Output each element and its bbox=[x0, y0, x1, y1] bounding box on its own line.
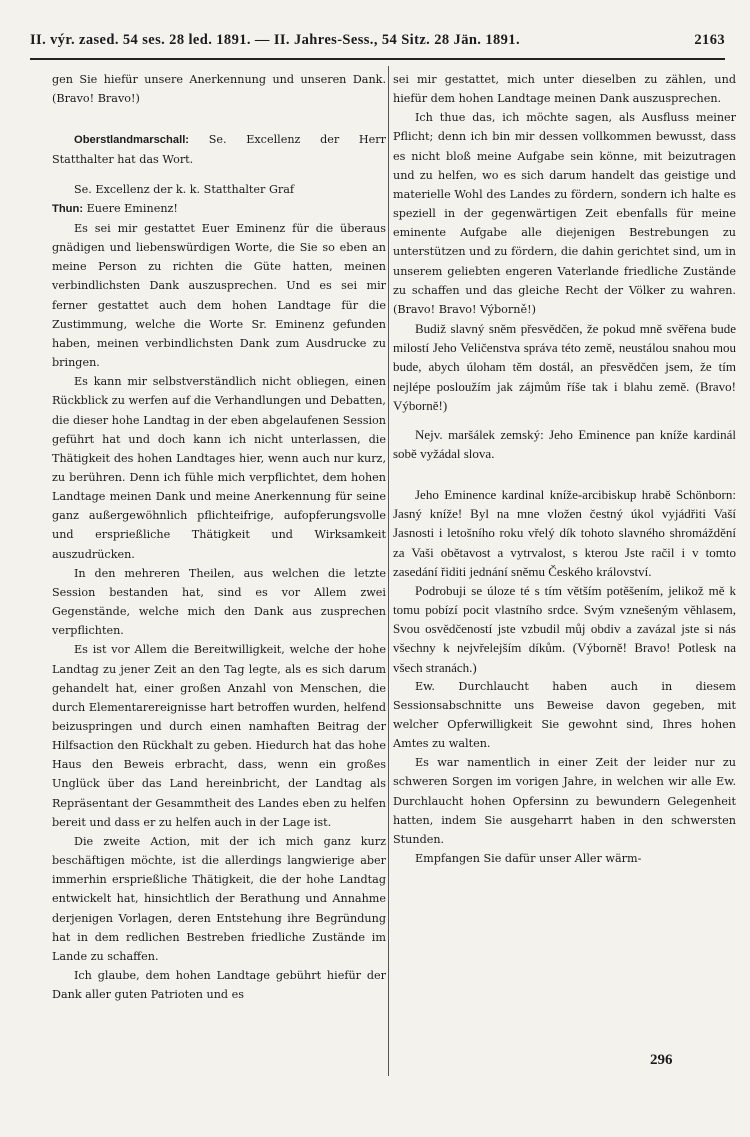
paragraph: Empfangen Sie dafür unser Aller wärm- bbox=[415, 852, 642, 866]
paragraph: Budiž slavný sněm přesvědčen, že pokud mně svěřena bude milostí Jeho Veličenstva správa této země, neustálou snahou mou bude, abych úloham těm dostál, an přesvědčen jsem, že tím nejlépe posloužím jak zájmům říše tak i blahu země. (Bravo! Výborně!) bbox=[393, 321, 736, 413]
paragraph: Es kann mir selbstverständlich nicht obliegen, einen Rückblick zu werfen auf die Verhandlungen und Debatten, die dieser hohe Landtag in der eben abgelaufenen Session geführt hat und doch kann ich nicht unterlassen, die Thätigkeit des hohen Landtages hier, wenn auch nur kurz, zu berühren. Denn ich fühle mich verpflichtet, dem hohen Landtage meinen Dank und meine Anerkennung für seine ganz außergewöhnlich pflichteifrige, aufopferungsvolle und ersprießliche Thätigkeit und Wirksamkeit auszudrücken. bbox=[52, 375, 386, 561]
paragraph: Se. Excellenz der k. k. Statthalter Graf bbox=[74, 182, 295, 196]
paragraph: Ich glaube, dem hohen Landtage gebührt hiefür der Dank aller guten Patrioten und es bbox=[52, 969, 386, 1002]
paragraph: Ich thue das, ich möchte sagen, als Ausfluss meiner Pflicht; denn ich bin mir dessen vollkommen bewusst, dass es nicht bloß meine Aufgabe sein könne, mit beizutragen und zu helfen, wo es sich darum handelt das geistige und materielle Wohl des Landes zu fördern, sondern ich halte es speziell in der gegenwärtigen Zeit ebenfalls für meine eminente Aufgabe alle diejenigen Bestrebungen zu unterstützen und zu fördern, die dahin gerichtet sind, um in unserem geliebten engeren Vaterlande friedliche Zustände zu schaffen und das gleiche Recht der Völker zu wahren. (Bravo! Bravo! Výborně!) bbox=[393, 111, 736, 316]
paragraph: Podrobuji se úloze té s tím větším potěšením, jelikož mě k tomu pobízí pocit vlastního srdce. Svým vznešeným věhlasem, Svou osvědčeností jste vzbudil můj obdiv a zavázal jste si nás všechny k nejvřelejším díkům. (Výborně! Bravo! Potlesk na všech stranách.) bbox=[393, 582, 736, 675]
paragraph: sei mir gestattet, mich unter dieselben zu zählen, und hiefür dem hohen Landtage meinen Dank auszusprechen. bbox=[393, 73, 736, 106]
paragraph: Es ist vor Allem die Bereitwilligkeit, welche der hohe Landtag zu jener Zeit an den Tag legte, als es sich darum gehandelt hat, einer großen Anzahl von Menschen, die durch Elementarereignisse hart betroffen wurden, helfend beizuspringen und durch einen namhaften Beitrag der Hilfsaction den Rückhalt zu geben. Hiedurch hat das hohe Haus den Beweis erbracht, dass, wenn ein großes Unglück über das Land hereinbricht, der Landtag als Repräsentant der Gesammtheit des Landes eben zu helfen bereit und dass er zu helfen auch in der Lage ist. bbox=[52, 643, 386, 829]
header-left: II. výr. zased. 54 ses. 28 led. 1891. — II. Jahres-Sess., 54 Sitz. 28 Jän. 1891. bbox=[30, 32, 520, 48]
paragraph: Es war namentlich in einer Zeit der leider nur zu schweren Sorgen im vorigen Jahre, in welchen wir alle Ew. Durchlaucht hohen Opfersinn zu bewundern Gelegenheit hatten, indem Sie ausgeharrt haben in den schwersten Stunden. bbox=[393, 756, 736, 846]
paragraph: Es sei mir gestattet Euer Eminenz für die überaus gnädigen und liebenswürdigen Worte, die Sie so eben an meine Person zu richten die Güte hatten, meinen verbindlichsten Dank auszusprechen. Und es sei mir ferner gestattet auch dem hohen Landtage für die Zustimmung, welche die Worte Sr. Eminenz gefunden haben, meinen verbindlichsten Dank zum Ausdrucke zu bringen. bbox=[52, 221, 386, 370]
running-header bbox=[30, 32, 725, 49]
speaker-name: Thun: bbox=[52, 202, 84, 215]
paragraph: Thun: Euere Eminenz! bbox=[52, 201, 178, 215]
column-divider bbox=[388, 66, 389, 1076]
paragraph: Jeho Eminence kardinal kníže-arcibiskup hrabě Schönborn: Jasný kníže! Byl na mne vložen čestný úkol vyjádřiti Vaší Jasnosti i letošního roku vřelý dík tohoto slavného shromáždění za Vaši obětavost a vytrvalost, s kterou Jste račil i v tomto zasedání řiditi jednání sněmu Českého království. bbox=[393, 487, 736, 579]
header-rule bbox=[30, 58, 725, 60]
paragraph: Die zweite Action, mit der ich mich ganz kurz beschäftigen möchte, ist die allerdings langwierige aber immerhin ersprießliche Thätigkeit, die der hohe Landtag entwickelt hat, hinsichtlich der Berathung und Annahme derjenigen Vorlagen, deren Entstehung ihre Begründung hat in dem redlichen Bestreben friedliche Zustände im Lande zu schaffen. bbox=[52, 834, 386, 963]
header-page-ref: 2163 bbox=[694, 32, 725, 48]
paragraph: Ew. Durchlaucht haben auch in diesem Sessionsabschnitte uns Beweise davon gegeben, mit welcher Opferwilligkeit Sie gewohnt sind, Ihres hohen Amtes zu walten. bbox=[393, 679, 736, 751]
paragraph: gen Sie hiefür unsere Anerkennung und unseren Dank. (Bravo! Bravo!) bbox=[52, 73, 386, 106]
page-number: 296 bbox=[650, 1052, 673, 1068]
paragraph: Nejv. maršálek zemský: Jeho Eminence pan kníže kardinál sobě vyžádal slova. bbox=[393, 426, 736, 461]
right-column bbox=[393, 70, 736, 868]
speaker-name: Oberstlandmarschall: bbox=[74, 134, 190, 147]
left-column bbox=[52, 70, 386, 1004]
paragraph: Oberstlandmarschall: Se. Excellenz der Herr Statthalter hat das Wort. bbox=[52, 133, 386, 167]
paragraph: In den mehreren Theilen, aus welchen die letzte Session bestanden hat, sind es vor Allem zwei Gegenstände, welche mich den Dank aus zusprechen verpflichten. bbox=[52, 566, 386, 638]
